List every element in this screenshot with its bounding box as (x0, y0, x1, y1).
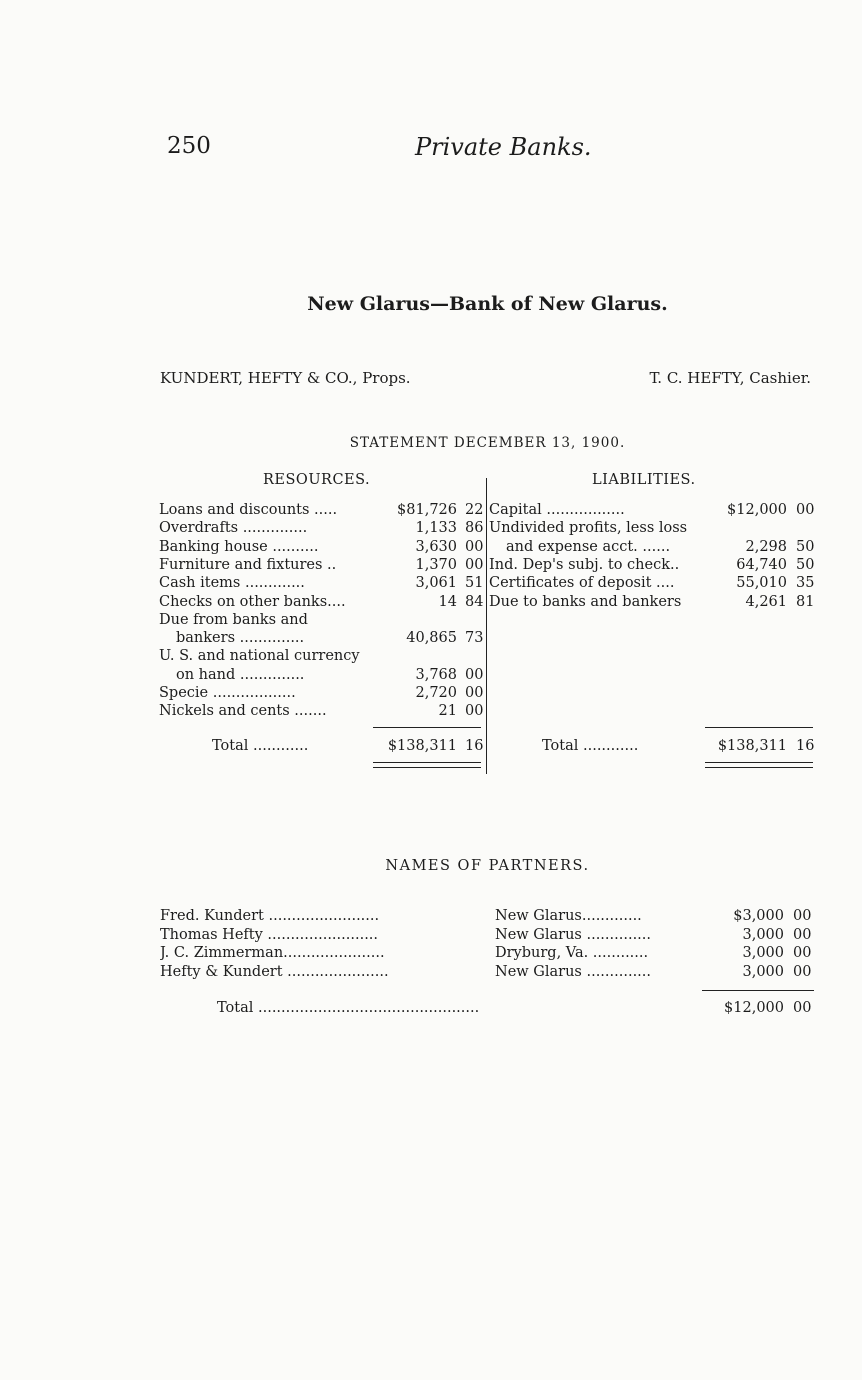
partner-name: Hefty & Kundert ...................... (160, 963, 389, 980)
resource-row-label: on hand .............. (176, 666, 305, 683)
liability-row (489, 593, 815, 611)
partner-cents: 00 (793, 908, 812, 924)
proprietors-line: KUNDERT, HEFTY & CO., Props. (160, 369, 411, 387)
resource-row-label: Overdrafts .............. (159, 520, 308, 537)
resource-row (159, 611, 485, 629)
partner-cents: 00 (793, 945, 812, 961)
page-number: 250 (167, 133, 211, 159)
resource-row (159, 666, 485, 684)
resource-row-cents: 00 (465, 538, 484, 555)
resource-row-dollars: 2,720 (415, 685, 457, 701)
partners-total-dollars: $12,000 (724, 1000, 784, 1016)
resource-row-dollars: 40,865 (406, 630, 457, 647)
liability-row (489, 538, 815, 556)
liabilities-block (489, 472, 815, 772)
resource-row-label: Cash items ............. (159, 575, 305, 592)
liability-row-label: Ind. Dep's subj. to check.. (489, 556, 680, 573)
resource-row-dollars: 14 (438, 593, 457, 610)
resource-row-dollars: $81,726 (397, 502, 457, 518)
cashier-line: T. C. HEFTY, Cashier. (649, 369, 811, 387)
resources-subtotal-rule (373, 727, 481, 728)
partner-place: New Glarus .............. (495, 963, 652, 980)
liability-row-dollars: 4,261 (745, 593, 787, 610)
partner-cents: 00 (793, 963, 812, 980)
liabilities-total-cents: 16 (796, 738, 815, 754)
resource-row (159, 684, 485, 702)
partner-dollars: $3,000 (733, 908, 784, 924)
resource-row-label: Furniture and fixtures .. (159, 556, 337, 573)
partner-dollars: 3,000 (742, 945, 784, 961)
partner-place: New Glarus............. (495, 908, 642, 924)
partners-total-cents: 00 (793, 1000, 812, 1016)
liabilities-total-dollars: $138,311 (717, 738, 787, 754)
liabilities-total-label: Total ............ (542, 738, 639, 754)
resource-row (159, 629, 485, 647)
resource-row-cents: 51 (465, 575, 484, 592)
resource-row-dollars: 3,768 (415, 666, 457, 683)
resource-row-cents: 00 (465, 556, 484, 573)
partner-dollars: 3,000 (742, 963, 784, 980)
resource-row-dollars: 3,061 (415, 575, 457, 592)
resource-row-label: Checks on other banks.... (159, 593, 346, 610)
resources-total-cents: 16 (465, 738, 484, 754)
liabilities-total-double-rule (705, 762, 813, 768)
liability-row-dollars: $12,000 (727, 502, 787, 518)
resources-total-row (159, 737, 485, 755)
resources-block (159, 472, 485, 772)
resource-row-cents: 00 (465, 703, 484, 720)
liability-row-dollars: 55,010 (736, 575, 787, 592)
liability-row-cents: 50 (796, 538, 815, 555)
resource-row (159, 702, 485, 720)
resource-row-dollars: 1,370 (415, 556, 457, 573)
liability-row (489, 519, 815, 537)
liability-row-dollars: 2,298 (745, 538, 787, 555)
resource-row-label: Specie .................. (159, 685, 296, 701)
column-divider (486, 478, 487, 774)
resource-row-label: Banking house .......... (159, 538, 319, 555)
resource-row-label: Loans and discounts ..... (159, 502, 338, 518)
resources-total-dollars: $138,311 (387, 738, 457, 754)
partners-total-label: Total ................................................ (217, 1000, 480, 1016)
partner-place: New Glarus .............. (495, 926, 652, 943)
resource-row-label: bankers .............. (176, 630, 305, 647)
partner-dollars: 3,000 (742, 926, 784, 943)
running-head: Private Banks. (415, 133, 592, 161)
partner-row (160, 944, 815, 962)
liability-row-label: Certificates of deposit .... (489, 575, 675, 592)
liability-row-cents: 50 (796, 556, 815, 573)
partner-cents: 00 (793, 926, 812, 943)
liabilities-heading: LIABILITIES. (592, 472, 696, 488)
resource-row-cents: 22 (465, 502, 484, 518)
resource-row (159, 593, 485, 611)
partner-name: Fred. Kundert ........................ (160, 908, 380, 924)
resource-row (159, 647, 485, 665)
partner-row (160, 963, 815, 981)
partner-name: J. C. Zimmerman...................... (160, 945, 385, 961)
resource-row-label: Due from banks and (159, 611, 308, 628)
liability-row-cents: 00 (796, 502, 815, 518)
partner-name: Thomas Hefty ........................ (160, 926, 379, 943)
bank-title: New Glarus—Bank of New Glarus. (307, 293, 668, 315)
liability-row-cents: 81 (796, 593, 815, 610)
liability-row-cents: 35 (796, 575, 815, 592)
liability-row-label: Capital ................. (489, 502, 625, 518)
resource-row (159, 501, 485, 519)
resource-row-label: Nickels and cents ....... (159, 703, 327, 720)
resource-row-dollars: 3,630 (415, 538, 457, 555)
partners-total-row (160, 999, 815, 1017)
partners-heading: NAMES OF PARTNERS. (385, 858, 590, 874)
resource-row (159, 574, 485, 592)
resource-row-dollars: 21 (438, 703, 457, 720)
resource-row-cents: 73 (465, 630, 484, 647)
liability-row-label: Due to banks and bankers (489, 593, 682, 610)
resource-row-cents: 00 (465, 685, 484, 701)
resource-row-cents: 84 (465, 593, 484, 610)
partner-row (160, 907, 815, 925)
resource-row-cents: 86 (465, 520, 484, 537)
resource-row-cents: 00 (465, 666, 484, 683)
liability-row (489, 556, 815, 574)
resource-row-dollars: 1,133 (415, 520, 457, 537)
liability-row-dollars: 64,740 (736, 556, 787, 573)
partners-subtotal-rule (702, 990, 814, 991)
resources-total-label: Total ............ (212, 738, 309, 754)
liabilities-subtotal-rule (705, 727, 813, 728)
resource-row (159, 519, 485, 537)
liabilities-total-row (489, 737, 815, 755)
partner-row (160, 926, 815, 944)
resource-row (159, 538, 485, 556)
resources-heading: RESOURCES. (263, 472, 371, 488)
resource-row (159, 556, 485, 574)
statement-heading: STATEMENT DECEMBER 13, 1900. (349, 435, 626, 451)
resources-total-double-rule (373, 762, 481, 768)
liability-row (489, 501, 815, 519)
liability-row-label: Undivided profits, less loss (489, 520, 688, 537)
liability-row-label: and expense acct. ...... (506, 538, 671, 555)
partner-place: Dryburg, Va. ............ (495, 945, 649, 961)
resource-row-label: U. S. and national currency (159, 648, 360, 665)
liability-row (489, 574, 815, 592)
